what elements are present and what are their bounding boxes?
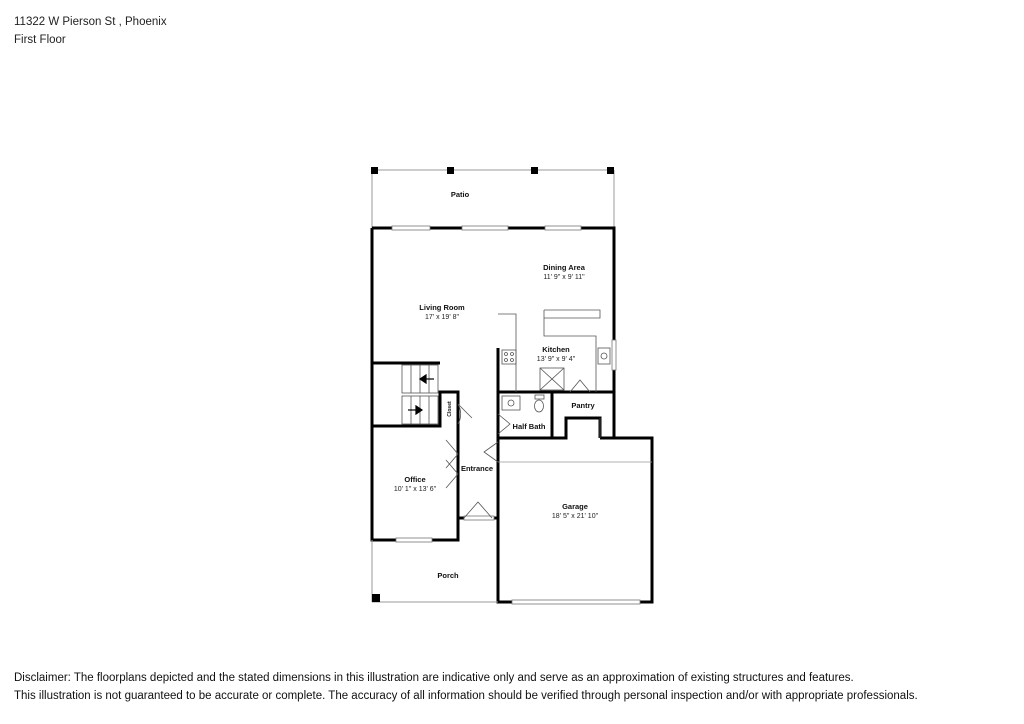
disclaimer-line-2: This illustration is not guaranteed to be accurate or complete. The accuracy of all information should be verified through personal inspection and/or with appropriate professionals. — [14, 690, 918, 702]
closet-label: Closet — [447, 401, 453, 417]
half-bath-fixtures — [502, 395, 544, 412]
office-dims: 10' 1" x 13' 6" — [393, 486, 437, 493]
floor-label: First Floor — [14, 34, 66, 46]
dining-label: Dining Area — [543, 263, 585, 272]
kitchen-label: Kitchen — [542, 345, 570, 354]
kitchen-dims: 13' 9" x 9' 4" — [536, 356, 576, 363]
porch-post — [372, 594, 380, 602]
disclaimer-line-1: Disclaimer: The floorplans depicted and the stated dimensions in this illustration are indicative only and serve as an approximation of existing structures and features. — [14, 672, 854, 684]
garage-label: Garage — [562, 502, 588, 511]
office-label: Office — [404, 475, 426, 484]
entrance-label: Entrance — [460, 464, 494, 473]
living-label: Living Room — [419, 303, 465, 312]
porch-area — [372, 540, 498, 602]
exterior-walls — [372, 228, 652, 602]
porch-label: Porch — [437, 571, 459, 580]
pantry-label: Pantry — [571, 401, 595, 410]
patio-label: Patio — [450, 190, 470, 199]
garage-dims: 18' 5" x 21' 10" — [551, 513, 599, 520]
staircase — [402, 365, 438, 424]
patio-area — [372, 170, 614, 228]
dining-dims: 11' 9" x 9' 11" — [543, 274, 585, 281]
half-bath-label: Half Bath — [512, 422, 546, 431]
living-dims: 17' x 19' 8" — [425, 314, 459, 321]
property-address: 11322 W Pierson St , Phoenix — [14, 16, 167, 28]
stair-arrow-icon — [408, 375, 434, 414]
